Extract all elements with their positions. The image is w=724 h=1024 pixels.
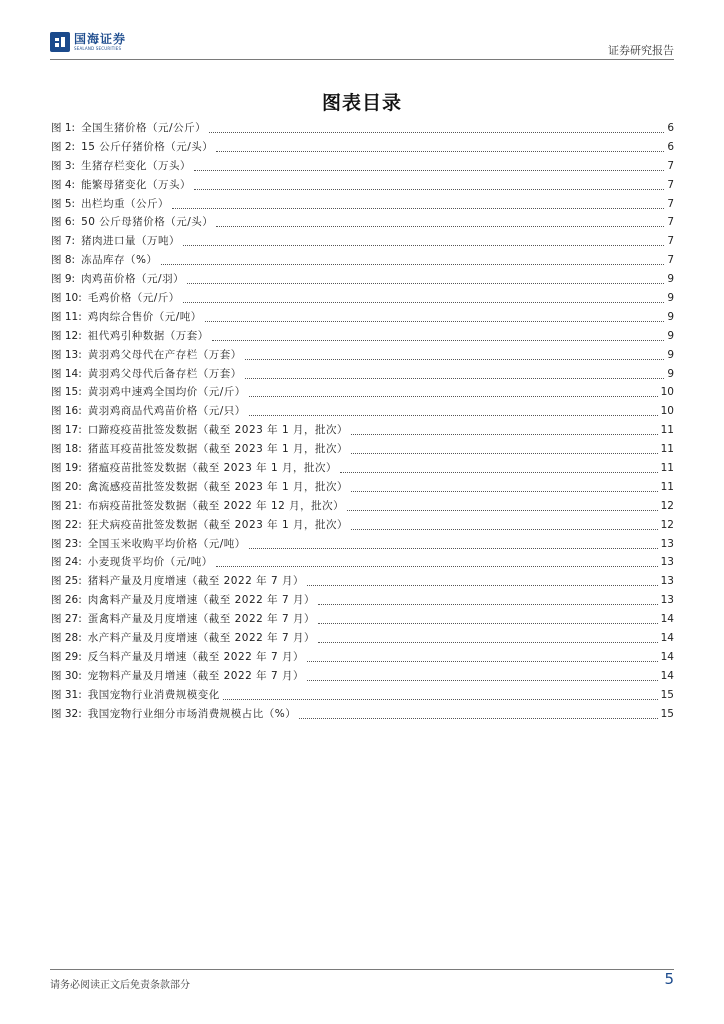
toc-page-number: 13	[660, 537, 674, 550]
toc-figure-number: 图 12:	[51, 329, 82, 342]
toc-page-number: 9	[667, 329, 674, 342]
toc-page-number: 7	[667, 254, 674, 267]
toc-entry[interactable]	[51, 479, 674, 498]
toc-entry[interactable]	[51, 252, 674, 271]
toc-figure-title: 猪料产量及月度增速（截至 2022 年 7 月）	[87, 575, 305, 588]
toc-figure-number: 图 28:	[51, 632, 82, 645]
toc-figure-number: 图 20:	[51, 480, 82, 493]
toc-figure-number: 图 9:	[51, 273, 76, 286]
toc-dot-leader	[351, 453, 658, 454]
toc-dot-leader	[194, 189, 664, 190]
toc-figure-number: 图 22:	[51, 518, 82, 531]
toc-entry[interactable]	[51, 573, 674, 592]
toc-dot-leader	[318, 604, 658, 605]
toc-entry[interactable]	[51, 328, 674, 347]
toc-figure-title: 我国宠物行业细分市场消费规模占比（%）	[87, 707, 297, 720]
sealand-logo-icon	[50, 32, 70, 52]
logo-chinese-name: 国海证券	[74, 32, 127, 46]
toc-page-number: 14	[660, 669, 674, 682]
toc-dot-leader	[318, 642, 658, 643]
toc-figure-title: 水产料产量及月度增速（截至 2022 年 7 月）	[87, 632, 316, 645]
toc-figure-number: 图 10:	[51, 292, 82, 305]
toc-dot-leader	[194, 170, 664, 171]
toc-page-number: 11	[660, 480, 674, 493]
toc-figure-number: 图 25:	[51, 575, 82, 588]
toc-figure-number: 图 4:	[51, 178, 76, 191]
toc-entry[interactable]	[51, 460, 674, 479]
toc-dot-leader	[216, 566, 658, 567]
toc-figure-title: 小麦现货平均价（元/吨）	[87, 556, 213, 569]
toc-figure-title: 全国玉米收购平均价格（元/吨）	[87, 537, 246, 550]
toc-dot-leader	[187, 283, 664, 284]
toc-figure-title: 生猪存栏变化（万头）	[81, 159, 192, 172]
toc-dot-leader	[245, 359, 665, 360]
toc-figure-title: 禽流感疫苗批签发数据（截至 2023 年 1 月，批次）	[87, 480, 349, 493]
toc-page-number: 9	[667, 310, 674, 323]
toc-entry[interactable]	[51, 309, 674, 328]
footer-divider	[50, 969, 674, 970]
toc-page-number: 7	[667, 235, 674, 248]
toc-entry[interactable]	[51, 592, 674, 611]
toc-figure-title: 鸡肉综合售价（元/吨）	[87, 310, 202, 323]
toc-entry[interactable]	[51, 403, 674, 422]
toc-entry[interactable]	[51, 630, 674, 649]
toc-dot-leader	[183, 245, 664, 246]
toc-page-number: 14	[660, 632, 674, 645]
toc-figure-title: 蛋禽料产量及月度增速（截至 2022 年 7 月）	[87, 613, 316, 626]
toc-dot-leader	[245, 378, 665, 379]
toc-figure-number: 图 21:	[51, 499, 82, 512]
toc-dot-leader	[205, 321, 665, 322]
toc-figure-title: 黄羽鸡父母代后备存栏（万套）	[87, 367, 242, 380]
toc-figure-number: 图 18:	[51, 443, 82, 456]
toc-entry[interactable]	[51, 498, 674, 517]
page-title: 图表目录	[321, 92, 402, 114]
toc-figure-number: 图 31:	[51, 688, 82, 701]
toc-page-number: 13	[660, 594, 674, 607]
toc-dot-leader	[249, 415, 658, 416]
toc-page-number: 9	[667, 348, 674, 361]
toc-dot-leader	[249, 548, 658, 549]
toc-figure-number: 图 5:	[51, 197, 76, 210]
toc-figure-title: 猪肉进口量（万吨）	[81, 235, 181, 248]
toc-dot-leader	[307, 585, 658, 586]
toc-figure-title: 黄羽鸡父母代在产存栏（万套）	[87, 348, 242, 361]
toc-entry[interactable]	[51, 158, 674, 177]
report-type-label: 证券研究报告	[608, 44, 674, 57]
toc-dot-leader	[307, 661, 658, 662]
toc-figure-number: 图 24:	[51, 556, 82, 569]
toc-page-number: 9	[667, 273, 674, 286]
toc-figure-title: 冻品库存（%）	[81, 254, 158, 267]
toc-entry[interactable]	[51, 214, 674, 233]
toc-figure-number: 图 11:	[51, 310, 82, 323]
toc-entry[interactable]	[51, 177, 674, 196]
toc-figure-title: 口蹄疫疫苗批签发数据（截至 2023 年 1 月，批次）	[87, 424, 349, 437]
toc-dot-leader	[183, 302, 665, 303]
toc-figure-title: 出栏均重（公斤）	[81, 197, 170, 210]
toc-figure-title: 布病疫苗批签发数据（截至 2022 年 12 月，批次）	[87, 499, 345, 512]
toc-entry[interactable]	[51, 139, 674, 158]
toc-figure-number: 图 6:	[51, 216, 76, 229]
toc-entry[interactable]	[51, 649, 674, 668]
page-number: 5	[664, 970, 674, 988]
toc-page-number: 11	[660, 424, 674, 437]
toc-dot-leader	[347, 510, 657, 511]
toc-page-number: 6	[667, 122, 674, 134]
toc-entry[interactable]	[51, 441, 674, 460]
toc-page-number: 11	[660, 462, 674, 475]
toc-page-number: 13	[660, 575, 674, 588]
toc-figure-number: 图 32:	[51, 707, 82, 720]
toc-dot-leader	[318, 623, 658, 624]
toc-entry[interactable]	[51, 233, 674, 252]
toc-figure-number: 图 14:	[51, 367, 82, 380]
toc-entry[interactable]	[51, 384, 674, 403]
toc-figure-title: 我国宠物行业消费规模变化	[87, 688, 220, 701]
toc-entry[interactable]	[51, 366, 674, 385]
toc-page-number: 10	[660, 386, 674, 399]
toc-page-number: 7	[667, 178, 674, 191]
toc-entry[interactable]	[51, 517, 674, 536]
toc-entry[interactable]	[51, 271, 674, 290]
toc-figure-title: 能繁母猪变化（万头）	[81, 178, 192, 191]
toc-figure-title: 猪蓝耳疫苗批签发数据（截至 2023 年 1 月，批次）	[87, 443, 349, 456]
toc-figure-title: 猪瘟疫苗批签发数据（截至 2023 年 1 月，批次）	[87, 462, 338, 475]
toc-figure-number: 图 16:	[51, 405, 82, 418]
toc-dot-leader	[161, 264, 665, 265]
toc-figure-number: 图 27:	[51, 613, 82, 626]
toc-figure-title: 肉鸡苗价格（元/羽）	[81, 273, 185, 286]
toc-dot-leader	[216, 226, 664, 227]
toc-dot-leader	[172, 208, 664, 209]
toc-dot-leader	[209, 132, 664, 133]
toc-page-number: 15	[660, 707, 674, 720]
toc-figure-title: 祖代鸡引种数据（万套）	[87, 329, 209, 342]
toc-figure-number: 图 1:	[51, 122, 76, 134]
toc-figure-number: 图 23:	[51, 537, 82, 550]
toc-figure-number: 图 17:	[51, 424, 82, 437]
toc-figure-number: 图 8:	[51, 254, 76, 267]
footer-disclaimer: 请务必阅读正文后免责条款部分	[50, 980, 190, 991]
toc-page-number: 7	[667, 216, 674, 229]
toc-figure-number: 图 3:	[51, 159, 76, 172]
toc-figure-title: 肉禽料产量及月度增速（截至 2022 年 7 月）	[87, 594, 316, 607]
toc-figure-number: 图 29:	[51, 650, 82, 663]
toc-page-number: 7	[667, 197, 674, 210]
toc-figure-number: 图 19:	[51, 462, 82, 475]
toc-page-number: 14	[660, 650, 674, 663]
toc-entry[interactable]	[51, 422, 674, 441]
toc-figure-number: 图 15:	[51, 386, 82, 399]
toc-dot-leader	[212, 340, 665, 341]
toc-page-number: 9	[667, 292, 674, 305]
toc-figure-title: 宠物料产量及月增速（截至 2022 年 7 月）	[87, 669, 305, 682]
page-header	[50, 26, 674, 60]
toc-dot-leader	[351, 491, 658, 492]
toc-figure-number: 图 26:	[51, 594, 82, 607]
toc-figure-title: 黄羽鸡中速鸡全国均价（元/斤）	[87, 386, 246, 399]
toc-page-number: 6	[667, 140, 674, 153]
toc-entry[interactable]	[51, 706, 674, 725]
toc-entry[interactable]	[51, 347, 674, 366]
toc-entry[interactable]	[51, 687, 674, 706]
toc-figure-number: 图 7:	[51, 235, 76, 248]
toc-dot-leader	[299, 718, 657, 719]
toc-entry[interactable]	[51, 536, 674, 555]
toc-page-number: 7	[667, 159, 674, 172]
toc-entry[interactable]	[51, 611, 674, 630]
toc-figure-title: 毛鸡价格（元/斤）	[87, 292, 180, 305]
toc-page-number: 12	[660, 499, 674, 512]
toc-figure-number: 图 2:	[51, 140, 76, 153]
toc-dot-leader	[340, 472, 658, 473]
toc-page-number: 14	[660, 613, 674, 626]
toc-dot-leader	[351, 434, 658, 435]
toc-figure-number: 图 30:	[51, 669, 82, 682]
toc-page-number: 9	[667, 367, 674, 380]
toc-entry[interactable]	[51, 554, 674, 573]
toc-entry[interactable]	[51, 196, 674, 215]
toc-page-number: 13	[660, 556, 674, 569]
toc-dot-leader	[307, 680, 658, 681]
toc-page-number: 11	[660, 443, 674, 456]
toc-figure-title: 反刍料产量及月增速（截至 2022 年 7 月）	[87, 650, 305, 663]
toc-page-number: 15	[660, 688, 674, 701]
toc-dot-leader	[216, 151, 664, 152]
toc-page-number: 10	[660, 405, 674, 418]
toc-dot-leader	[351, 529, 658, 530]
toc-figure-title: 黄羽鸡商品代鸡苗价格（元/只）	[87, 405, 246, 418]
toc-entry[interactable]	[51, 668, 674, 687]
toc-figure-title: 狂犬病疫苗批签发数据（截至 2023 年 1 月，批次）	[87, 518, 349, 531]
toc-page-number: 12	[660, 518, 674, 531]
company-logo	[50, 32, 126, 52]
toc-dot-leader	[249, 396, 658, 397]
toc-entry[interactable]	[51, 120, 674, 139]
toc-dot-leader	[223, 699, 658, 700]
toc-figure-title: 15 公斤仔猪价格（元/头）	[81, 140, 214, 153]
toc-entry[interactable]	[51, 290, 674, 309]
toc-figure-title: 全国生猪价格（元/公斤）	[81, 122, 207, 134]
toc-figure-title: 50 公斤母猪价格（元/头）	[81, 216, 214, 229]
toc-figure-number: 图 13:	[51, 348, 82, 361]
logo-english-name: SEALAND SECURITIES	[74, 46, 122, 51]
header-divider	[50, 59, 674, 60]
figure-table-of-contents	[51, 120, 674, 725]
